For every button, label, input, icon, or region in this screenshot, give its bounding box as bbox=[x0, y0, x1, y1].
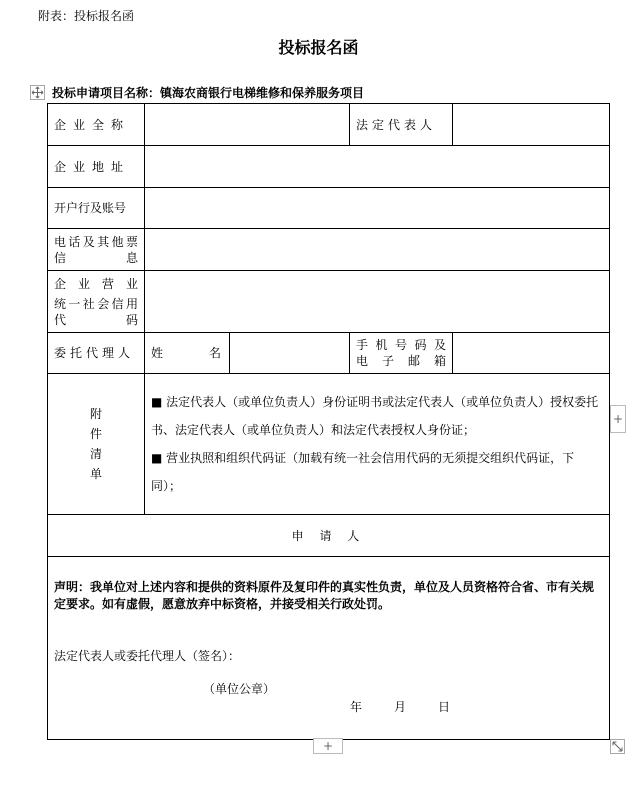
license-label-line1: 企业营业 bbox=[54, 276, 138, 291]
attachments-label bbox=[48, 374, 145, 515]
company-name-field[interactable] bbox=[145, 104, 350, 146]
license-label-line3: 代码 bbox=[54, 312, 138, 327]
attachments-list bbox=[145, 374, 610, 515]
mobile-email-field[interactable] bbox=[453, 333, 610, 374]
legal-rep-label: 法定代表人 bbox=[350, 104, 453, 146]
mobile-label-line1: 手机号码及 bbox=[356, 338, 446, 352]
application-form-table bbox=[47, 103, 610, 740]
add-column-plus-icon[interactable]: + bbox=[610, 405, 626, 433]
seal-label: （单位公章） bbox=[203, 682, 276, 696]
applicant-header: 申 请 人 bbox=[48, 515, 610, 557]
resize-handle-icon[interactable] bbox=[610, 739, 625, 754]
signature-label: 法定代表人或委托代理人（签名）： bbox=[54, 649, 241, 663]
agent-name-field[interactable] bbox=[230, 333, 350, 374]
declaration-text: 声明：我单位对上述内容和提供的资料原件及复印件的真实性负责，单位及人员资格符合省、市有关规定要求。如有虚假，愿意放弃中标资格，并接受相关行政处罚。 bbox=[54, 580, 595, 611]
phone-info-label-line2: 信息 bbox=[54, 250, 138, 265]
date-year: 年 bbox=[350, 700, 363, 714]
bank-account-field[interactable] bbox=[145, 188, 610, 229]
bank-account-label: 开户行及账号 bbox=[48, 188, 145, 229]
company-address-label: 企业地址 bbox=[48, 146, 145, 188]
attachments-char-4: 单 bbox=[89, 467, 102, 481]
agent-name-cell bbox=[145, 333, 230, 374]
move-handle-icon[interactable] bbox=[30, 85, 45, 100]
attachments-char-3: 清 bbox=[89, 447, 102, 461]
agent-name-label: 姓名 bbox=[151, 346, 221, 360]
attachments-char-1: 附 bbox=[89, 407, 102, 421]
mobile-email-label bbox=[350, 333, 453, 374]
agent-label: 委托代理人 bbox=[48, 333, 145, 374]
attachment-item-2: ■ 营业执照和组织代码证（加载有统一社会信用代码的无须提交组织代码证，下同）； bbox=[151, 451, 575, 493]
attachment-item-1: ■ 法定代表人（或单位负责人）身份证明书或法定代表人（或单位负责人）授权委托书、法定代表人（或单位负责人）和法定代表授权人身份证； bbox=[151, 395, 599, 437]
date-day: 日 bbox=[438, 700, 451, 714]
license-label-line2: 统一社会信用 bbox=[54, 296, 138, 311]
page-title: 投标报名函 bbox=[278, 38, 359, 57]
license-field[interactable] bbox=[145, 271, 610, 333]
company-address-field[interactable] bbox=[145, 146, 610, 188]
appendix-label: 附表：投标报名函 bbox=[38, 9, 135, 23]
phone-info-field[interactable] bbox=[145, 229, 610, 271]
project-name-line: 投标申请项目名称：镇海农商银行电梯维修和保养服务项目 bbox=[52, 86, 365, 100]
phone-info-label bbox=[48, 229, 145, 271]
add-row-plus-icon[interactable]: + bbox=[313, 738, 343, 754]
attachments-char-2: 件 bbox=[89, 427, 102, 441]
declaration-cell bbox=[48, 557, 610, 740]
phone-info-label-line1: 电话及其他票 bbox=[54, 234, 138, 249]
license-label bbox=[48, 271, 145, 333]
mobile-label-line2: 电子邮箱 bbox=[356, 354, 446, 368]
legal-rep-field[interactable] bbox=[453, 104, 610, 146]
date-month: 月 bbox=[394, 700, 407, 714]
company-name-label: 企业全称 bbox=[48, 104, 145, 146]
